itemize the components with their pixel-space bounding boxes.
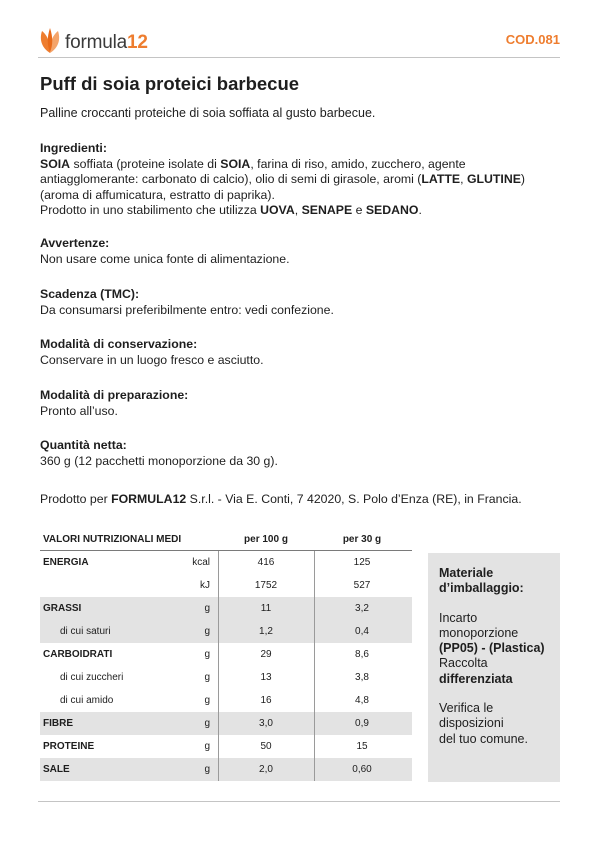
warnings-heading: Avvertenze: (40, 236, 110, 250)
value-per-30g: 3,8 (355, 672, 369, 683)
value-per-100g: 1752 (254, 580, 278, 591)
packaging-code: (PP05) - (Plastica) (439, 641, 545, 656)
ingredients-line: (aroma di affumicatura, estratto di paprika). (40, 187, 275, 202)
ingredients-heading: Ingredienti: (40, 141, 107, 155)
packaging-text: del tuo comune. (439, 731, 528, 746)
logo-number: 12 (126, 32, 148, 53)
nutrition-row (40, 735, 412, 758)
preparation-section (40, 388, 556, 419)
bottom-divider (38, 801, 560, 802)
nutrition-row (40, 620, 412, 643)
nutrient-name: di cui amido (60, 695, 114, 706)
column-divider (314, 551, 315, 781)
value-per-30g: 0,9 (355, 718, 369, 729)
nutrient-unit: kJ (200, 580, 210, 591)
warnings-text: Non usare come unica fonte di alimentazione. (40, 251, 290, 266)
nutrient-name: ENERGIA (43, 557, 89, 568)
nutrient-unit: g (204, 603, 210, 614)
top-divider (38, 57, 560, 58)
nutrient-name: SALE (43, 764, 70, 775)
packaging-text: Raccolta (439, 656, 488, 671)
nutrient-unit: g (204, 718, 210, 729)
value-per-30g: 527 (353, 580, 371, 591)
logo-word: formula (65, 32, 127, 53)
packaging-heading: Materiale (439, 566, 494, 580)
value-per-100g: 1,2 (259, 626, 273, 637)
value-per-30g: 4,8 (355, 695, 369, 706)
quantity-heading: Quantità netta: (40, 438, 127, 452)
nutrient-name: di cui zuccheri (60, 672, 124, 683)
packaging-text: disposizioni (439, 716, 504, 731)
value-per-30g: 8,6 (355, 649, 369, 660)
storage-heading: Modalità di conservazione: (40, 337, 198, 351)
nutrition-row (40, 643, 412, 666)
nutrition-table-header (40, 529, 412, 551)
nutrient-unit: g (204, 626, 210, 637)
ingredients-line: antiagglomerante: carbonato di calcio), olio di semi di girasole, aromi (LATTE, GLUTINE) (40, 172, 526, 186)
producer-info: Prodotto per FORMULA12 S.r.l. - Via E. Conti, 7 42020, S. Polo d’Enza (RE), in Francia. (40, 492, 522, 506)
nutrient-name: CARBOIDRATI (43, 649, 113, 660)
value-per-30g: 3,2 (355, 603, 369, 614)
packaging-text: monoporzione (439, 625, 519, 640)
nutrient-unit: g (204, 649, 210, 660)
expiry-section (40, 287, 556, 318)
expiry-heading: Scadenza (TMC): (40, 287, 140, 301)
value-per-30g: 0,60 (352, 764, 372, 775)
column-divider (218, 551, 219, 781)
nutrient-name: GRASSI (43, 603, 82, 614)
value-per-30g: 15 (356, 741, 368, 752)
value-per-100g: 2,0 (259, 764, 273, 775)
column-header-per-30g: per 30 g (342, 534, 382, 545)
nutrition-row (40, 712, 412, 735)
product-code: COD.081 (505, 32, 560, 47)
ingredients-section (40, 141, 556, 219)
value-per-100g: 416 (257, 557, 275, 568)
packaging-text: differenziata (439, 671, 513, 686)
packaging-text: Verifica le (439, 701, 494, 716)
value-per-100g: 29 (260, 649, 272, 660)
product-title: Puff di soia proteici barbecue (40, 73, 300, 94)
packaging-heading: d’imballaggio: (439, 581, 524, 596)
brand-logo (38, 22, 148, 54)
storage-section (40, 337, 556, 368)
value-per-30g: 125 (353, 557, 371, 568)
nutrient-unit: g (204, 741, 210, 752)
nutrient-unit: kcal (192, 557, 210, 568)
value-per-100g: 3,0 (259, 718, 273, 729)
packaging-box (428, 553, 560, 782)
header (38, 22, 560, 56)
leaf-logo-icon (38, 26, 62, 54)
nutrient-unit: g (204, 764, 210, 775)
nutrition-row (40, 597, 412, 620)
nutrient-unit: g (204, 672, 210, 683)
nutrient-unit: g (204, 695, 210, 706)
value-per-30g: 0,4 (355, 626, 369, 637)
quantity-section (40, 438, 556, 469)
allergen-note: Prodotto in uno stabilimento che utilizza UOVA, SENAPE e SEDANO. (40, 203, 422, 217)
warnings-section (40, 236, 556, 267)
nutrient-name: di cui saturi (60, 626, 111, 637)
nutrition-rows (40, 551, 412, 781)
preparation-heading: Modalità di preparazione: (40, 388, 189, 402)
product-subtitle: Palline croccanti proteiche di soia soffiata al gusto barbecue. (40, 106, 376, 120)
nutrition-row (40, 666, 412, 689)
nutrition-row (40, 551, 412, 574)
quantity-text: 360 g (12 pacchetti monoporzione da 30 g). (40, 453, 278, 468)
ingredients-line: SOIA soffiata (proteine isolate di SOIA, farina di riso, amido, zucchero, agente (40, 156, 466, 171)
nutrition-row (40, 689, 412, 712)
nutrition-row (40, 758, 412, 781)
value-per-100g: 16 (260, 695, 272, 706)
value-per-100g: 50 (260, 741, 272, 752)
nutrient-name: FIBRE (43, 718, 73, 729)
nutrition-row (40, 574, 412, 597)
expiry-text: Da consumarsi preferibilmente entro: vedi confezione. (40, 302, 334, 317)
storage-text: Conservare in un luogo fresco e asciutto. (40, 352, 264, 367)
column-header-per-100g: per 100 g (244, 534, 288, 545)
column-header-name: VALORI NUTRIZIONALI MEDI (43, 534, 182, 545)
packaging-text: Incarto (439, 610, 478, 625)
value-per-100g: 13 (260, 672, 272, 683)
nutrient-name: PROTEINE (43, 741, 95, 752)
value-per-100g: 11 (260, 603, 272, 614)
preparation-text: Pronto all’uso. (40, 403, 118, 418)
nutrition-table (40, 529, 412, 781)
